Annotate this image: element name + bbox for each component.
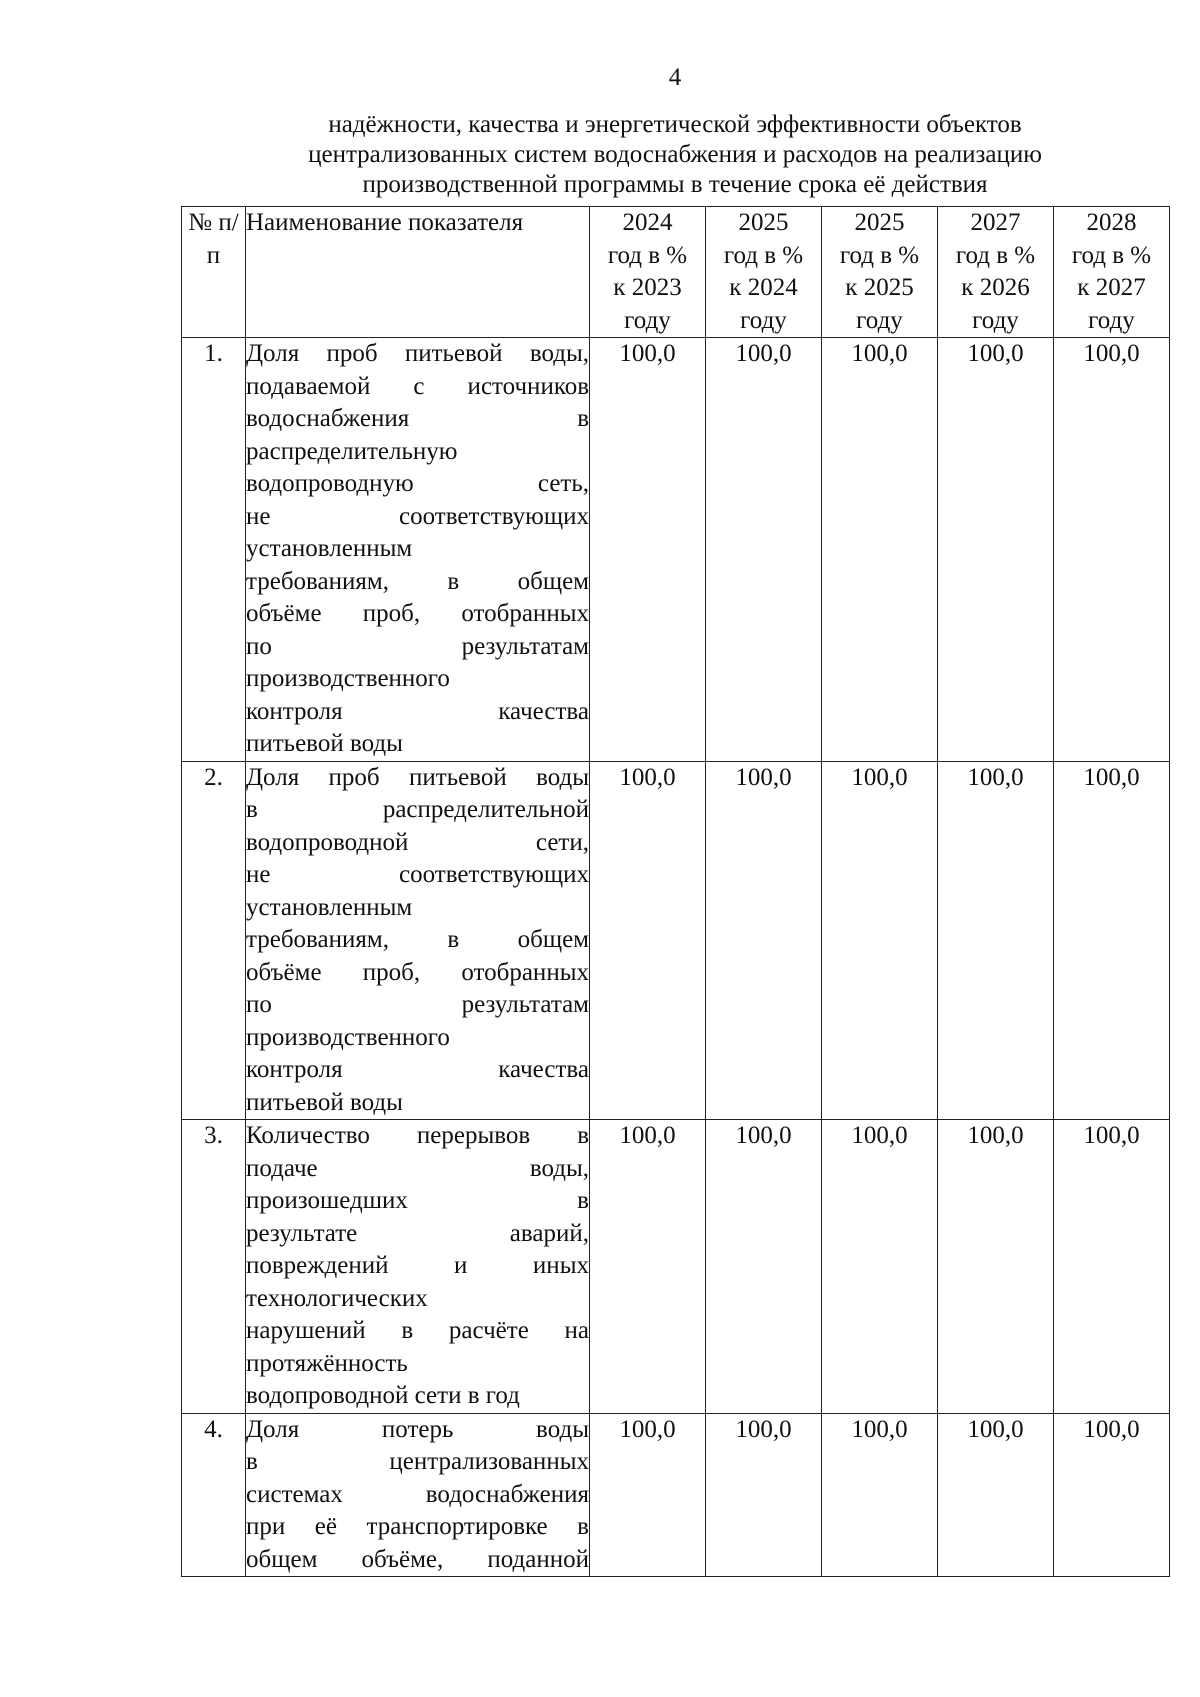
table-row: [182, 338, 1170, 762]
indicator-name-line: водоснабжения в: [246, 405, 589, 432]
indicator-name-line: распределительную: [246, 437, 458, 465]
header-year-text: году: [624, 306, 671, 334]
indicator-name-line: объёме проб, отобранных: [246, 958, 589, 986]
header-year-text: году: [856, 306, 903, 334]
indicator-name-line: питьевой воды: [246, 1088, 403, 1116]
heading-line: централизованных систем водоснабжения и расходов на реализацию: [308, 141, 1042, 168]
value-cell: 100,0: [1054, 338, 1170, 762]
indicator-name-line: в распределительной: [246, 796, 589, 823]
indicator-name-line: повреждений и иных: [246, 1252, 589, 1279]
indicator-name-line: требованиям, в общем: [246, 926, 589, 953]
row-number: 4.: [182, 1413, 246, 1577]
indicator-name-line: по результатам: [246, 991, 589, 1018]
value-cell: 100,0: [1054, 1413, 1170, 1577]
header-year-text: к 2025: [845, 274, 914, 301]
table-heading: [200, 110, 1150, 200]
table-row: [182, 1413, 1170, 1577]
indicator-name-line: нарушений в расчёте на: [246, 1317, 589, 1344]
indicator-name-line: Доля потерь воды: [246, 1415, 589, 1443]
indicator-name-line: питьевой воды: [246, 730, 403, 757]
header-year-text: к 2023: [613, 274, 682, 301]
value-cell: 100,0: [590, 761, 706, 1120]
indicator-name-line: подаче воды,: [246, 1154, 589, 1182]
heading-line: надёжности, качества и энергетической эффективности объектов: [328, 111, 1022, 138]
indicator-name-line: водопроводную сеть,: [246, 470, 589, 497]
value-cell: 100,0: [938, 1120, 1054, 1414]
header-indicator-name: Наименование показателя: [246, 207, 590, 338]
header-year-text: год в %: [607, 241, 688, 269]
value-cell: 100,0: [822, 1120, 938, 1414]
heading-line: производственной программы в течение срока её действия: [362, 171, 988, 198]
value-cell: 100,0: [1054, 761, 1170, 1120]
indicator-name-line: подаваемой с источников: [246, 372, 589, 400]
indicator-name-line: водопроводной сети,: [246, 828, 589, 856]
value-cell: 100,0: [590, 338, 706, 762]
row-number: 3.: [182, 1120, 246, 1414]
indicator-name-line: результате аварий,: [246, 1219, 589, 1247]
indicator-name-line: объёме проб, отобранных: [246, 600, 589, 627]
value-cell: 100,0: [706, 1120, 822, 1414]
value-cell: 100,0: [590, 1413, 706, 1577]
indicator-name-line: технологических: [246, 1284, 428, 1312]
row-number: 2.: [182, 761, 246, 1120]
value-cell: 100,0: [822, 761, 938, 1120]
value-cell: 100,0: [706, 1413, 822, 1577]
header-year-text: 2028: [1086, 209, 1137, 236]
header-year-text: 2024: [622, 209, 673, 236]
value-cell: 100,0: [706, 338, 822, 762]
header-year-4: [938, 207, 1054, 338]
header-year-text: к 2026: [961, 274, 1030, 301]
header-year-text: год в %: [723, 241, 804, 269]
header-year-text: 2027: [970, 209, 1021, 236]
value-cell: 100,0: [590, 1120, 706, 1414]
header-number: [182, 207, 246, 338]
indicator-name-line: Доля проб питьевой воды,: [246, 340, 589, 367]
indicator-name-line: произошедших в: [246, 1187, 589, 1214]
indicator-name-line: при её транспортировке в: [246, 1513, 589, 1540]
indicator-name-line: производственного: [246, 665, 450, 692]
indicator-name-line: системах водоснабжения: [246, 1480, 589, 1508]
page-number: 4: [668, 64, 682, 91]
indicator-name-line: общем объёме, поданной: [246, 1545, 589, 1573]
header-year-text: году: [740, 306, 787, 334]
value-cell: 100,0: [706, 761, 822, 1120]
indicator-name-line: требованиям, в общем: [246, 567, 589, 595]
header-year-5: [1054, 207, 1170, 338]
indicator-name: [246, 1120, 590, 1414]
header-year-text: 2025: [738, 209, 789, 236]
indicator-name-line: протяжённость: [246, 1349, 408, 1377]
header-year-text: 2025: [854, 209, 905, 236]
indicator-name: [246, 1413, 590, 1577]
header-year-text: год в %: [839, 241, 920, 269]
value-cell: 100,0: [822, 1413, 938, 1577]
indicator-name-line: водопроводной сети в год: [246, 1382, 520, 1409]
header-year-3: [822, 207, 938, 338]
row-number: 1.: [182, 338, 246, 762]
header-number-text: № п/п: [188, 209, 239, 269]
indicator-name: [246, 761, 590, 1120]
header-year-text: год в %: [955, 241, 1036, 269]
indicator-name-line: производственного: [246, 1023, 450, 1051]
indicator-name-line: по результатам: [246, 632, 589, 660]
header-year-text: году: [1088, 306, 1135, 334]
value-cell: 100,0: [822, 338, 938, 762]
header-year-text: к 2027: [1077, 274, 1146, 301]
indicator-name-line: не соответствующих: [246, 502, 589, 530]
indicators-table: [181, 206, 1170, 1577]
header-year-text: к 2024: [729, 274, 798, 301]
indicator-name-line: Количество перерывов в: [246, 1122, 589, 1149]
indicator-name: [246, 338, 590, 762]
header-year-text: году: [972, 306, 1019, 334]
value-cell: 100,0: [938, 761, 1054, 1120]
header-year-text: год в %: [1071, 241, 1152, 269]
table-row: [182, 1120, 1170, 1414]
value-cell: 100,0: [1054, 1120, 1170, 1414]
indicator-name-line: Доля проб питьевой воды: [246, 763, 589, 791]
header-year-2: [706, 207, 822, 338]
header-year-1: [590, 207, 706, 338]
indicator-name-line: установленным: [246, 535, 413, 562]
value-cell: 100,0: [938, 338, 1054, 762]
indicator-name-line: не соответствующих: [246, 861, 589, 888]
indicator-name-line: установленным: [246, 893, 413, 921]
indicator-name-line: в централизованных: [246, 1448, 589, 1475]
table-header-row: [182, 207, 1170, 338]
table-row: [182, 761, 1170, 1120]
indicator-name-line: контроля качества: [246, 1056, 589, 1083]
indicator-name-line: контроля качества: [246, 697, 589, 725]
value-cell: 100,0: [938, 1413, 1054, 1577]
